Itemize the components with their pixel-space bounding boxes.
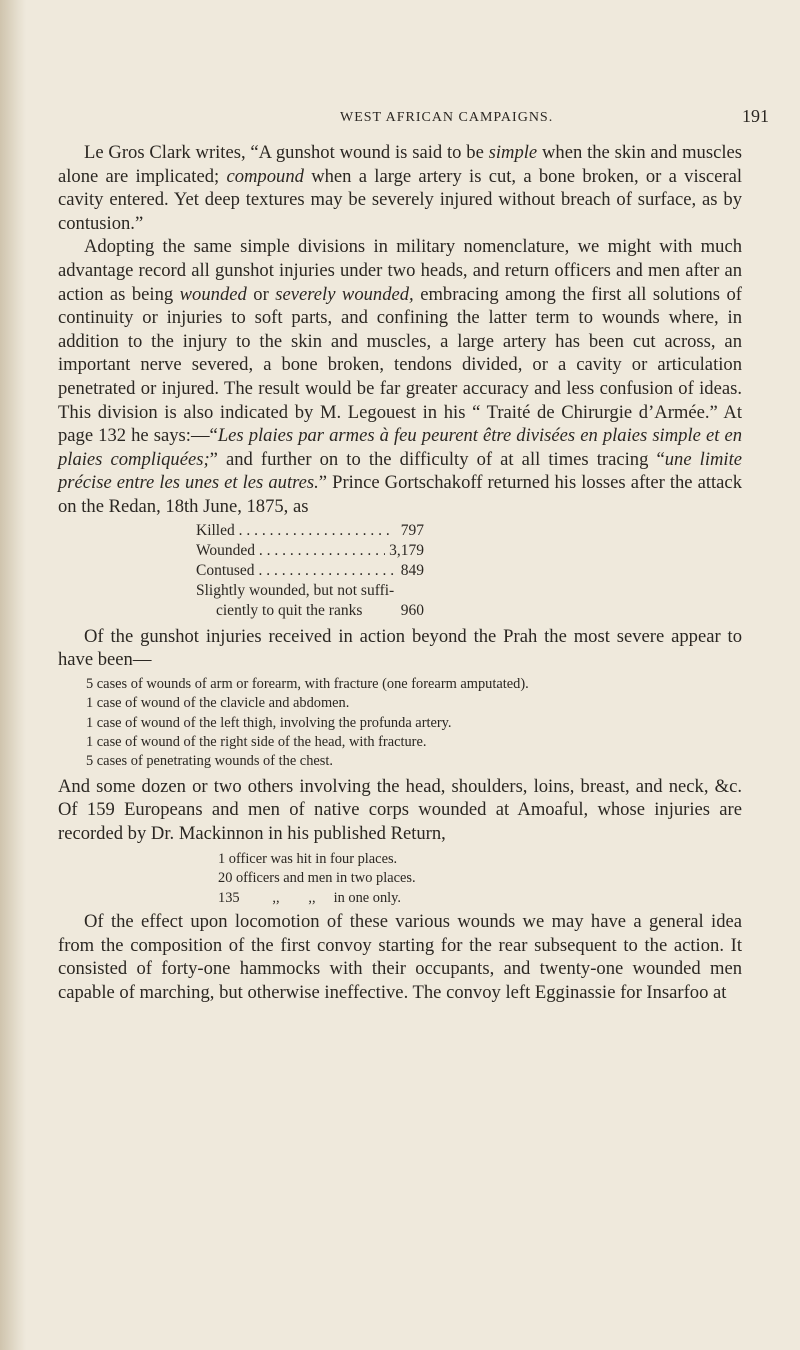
running-head: WEST AFRICAN CAMPAIGNS. <box>340 110 554 125</box>
page-edge-shadow <box>0 0 26 1350</box>
officers-list <box>218 850 742 909</box>
table-row: Slightly wounded, but not suffi- ciently to quit the ranks 960 <box>196 581 424 619</box>
injury-list <box>86 675 742 772</box>
list-item: 20 officers and men in two places. <box>218 870 416 887</box>
page-header <box>0 106 800 132</box>
list-item: 1 officer was hit in four places. <box>218 850 398 867</box>
list-item: 135 ,, ,, in one only. <box>218 889 402 906</box>
paragraph-nomenclature: Adopting the same simple divisions in military nomenclature, we might with much advantage record all gunshot injuries under two heads, and return officers and men after an action as being wounded or severely wounded, embracing among the first all solutions of continuity or injuries to soft parts, and confining the latter term to wounds where, in addition to the injury to the skin and muscles, a large artery has been cut across, an important nerve severed, a bone broken, tendons divided, or a cavity or articulation penetrated or injured. The result would be far greater accuracy and less confusion of ideas. This division is also indicated by M. Legouest in his “ Traité de Chirurgie d’Armée.” At page 132 he says:—“Les plaies par armes à feu peurent être divisées en plaies simple et en plaies compliquées;” and further on to the difficulty of at all times tracing “une limite précise entre les unes et les autres.” Prince Gortschakoff returned his losses after the attack on the Redan, 18th June, 1875, as <box>58 236 743 517</box>
body-text <box>58 141 742 1005</box>
table-row: Killed . . . 797 <box>196 521 424 541</box>
page-number: 191 <box>742 106 769 126</box>
list-item: 5 cases of penetrating wounds of the chest. <box>86 753 333 770</box>
list-item: 1 case of wound of the left thigh, involving the profunda artery. <box>86 714 452 731</box>
paragraph-convoy: Of the effect upon locomotion of these various wounds we may have a general idea from the composition of the first convoy starting for the rear subsequent to the action. It consisted of forty-one hammocks with their occupants, and twenty-one wounded men capable of marching, but otherwise ineffective. The convoy left Egginassie for Insarfoo at <box>58 911 742 1004</box>
list-item: 1 case of wound of the right side of the head, with fracture. <box>86 733 427 750</box>
paragraph-prah: Of the gunshot injuries received in action beyond the Prah the most severe appear to have been— <box>58 625 742 671</box>
table-row: Wounded . . . 3,179 <box>196 541 424 561</box>
table-row: Contused . . . 849 <box>196 561 424 581</box>
list-item: 1 case of wound of the clavicle and abdomen. <box>86 695 350 712</box>
paragraph-clark-quote: Le Gros Clark writes, “A gunshot wound is said to be simple when the skin and muscles alone are implicated; compound when a large artery is cut, a bone broken, or a visceral cavity entered. Yet deep textures may be severely injured without breach of surface, as by contusion.” <box>58 142 742 234</box>
list-item: 5 cases of wounds of arm or forearm, with fracture (one forearm amputated). <box>86 675 529 692</box>
paragraph-amoaful: And some dozen or two others involving the head, shoulders, loins, breast, and neck, &c. Of 159 Europeans and men of native corps wounded at Amoaful, whose injuries are recorded by Dr. Mackinnon in his published Return, <box>58 775 742 844</box>
losses-table <box>196 521 742 621</box>
